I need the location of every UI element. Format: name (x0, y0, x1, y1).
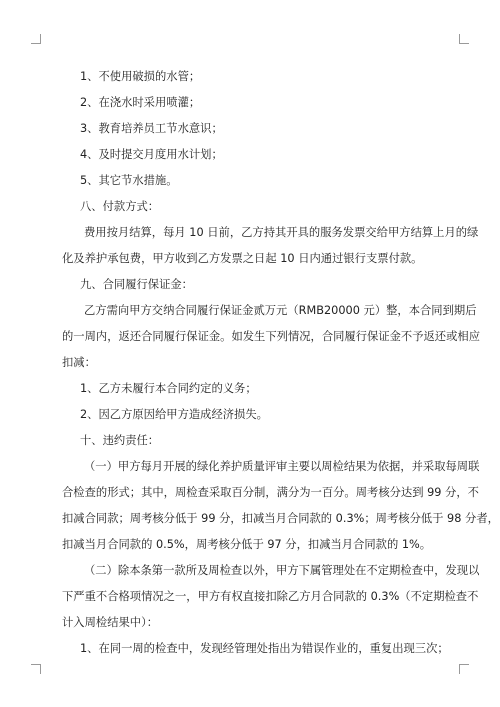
section-heading: 十、违约责任： (80, 434, 160, 447)
list-item: 1、不使用破损的水管； (80, 70, 201, 83)
list-item: 1、在同一周的检查中，发现经管理处指出为错误作业的，重复出现三次； (80, 642, 449, 655)
crop-mark-top-left (31, 34, 41, 44)
paragraph-line: 化及养护承包费，甲方收到乙方发票之日起 10 日内通过银行支票付款。 (62, 252, 423, 265)
paragraph-line: 扣减： (62, 356, 96, 369)
section-heading: 八、付款方式： (80, 200, 160, 213)
list-item: 1、乙方未履行本合同约定的义务； (80, 382, 257, 395)
paragraph-line: 的一周内，返还合同履行保证金。如发生下列情况，合同履行保证金不予返还或相应 (62, 330, 480, 343)
paragraph-line: 扣减合同款；周考核分低于 99 分，扣减当月合同款的 0.3%；周考核分低于 98 分者， (62, 512, 499, 525)
paragraph-line: （一）甲方每月开展的绿化养护质量评审主要以周检结果为依据，并采取每周联 (84, 460, 480, 473)
paragraph-line: 乙方需向甲方交纳合同履行保证金贰万元（RMB20000 元）整，本合同到期后 (84, 304, 477, 317)
section-heading: 九、合同履行保证金： (80, 278, 193, 291)
list-item: 2、在浇水时采用喷灌； (80, 96, 201, 109)
paragraph-line: （二）除本条第一款所及周检查以外，甲方下属管理处在不定期检查中，发现以 (84, 564, 480, 577)
list-item: 3、教育培养员工节水意识； (80, 122, 223, 135)
paragraph-line: 下严重不合格项情况之一，甲方有权直接扣除乙方月合同款的 0.3%（不定期检查不 (62, 590, 479, 603)
paragraph-line: 费用按月结算，每月 10 日前，乙方持其开具的服务发票交给甲方结算上月的绿 (84, 226, 479, 239)
paragraph-line: 计入周检结果中）： (62, 616, 159, 629)
list-item: 2、因乙方原因给甲方造成经济损失。 (80, 408, 268, 421)
list-item: 5、其它节水措施。 (80, 174, 178, 187)
crop-mark-bottom-left (31, 664, 41, 674)
list-item: 4、及时提交月度用水计划； (80, 148, 223, 161)
crop-mark-bottom-right (459, 664, 469, 674)
paragraph-line: 合检查的形式；其中，周检查采取百分制，满分为一百分。周考核分达到 99 分，不 (62, 486, 479, 499)
crop-mark-top-right (459, 34, 469, 44)
paragraph-line: 扣减当月合同款的 0.5%，周考核分低于 97 分，扣减当月合同款的 1%。 (62, 538, 432, 551)
